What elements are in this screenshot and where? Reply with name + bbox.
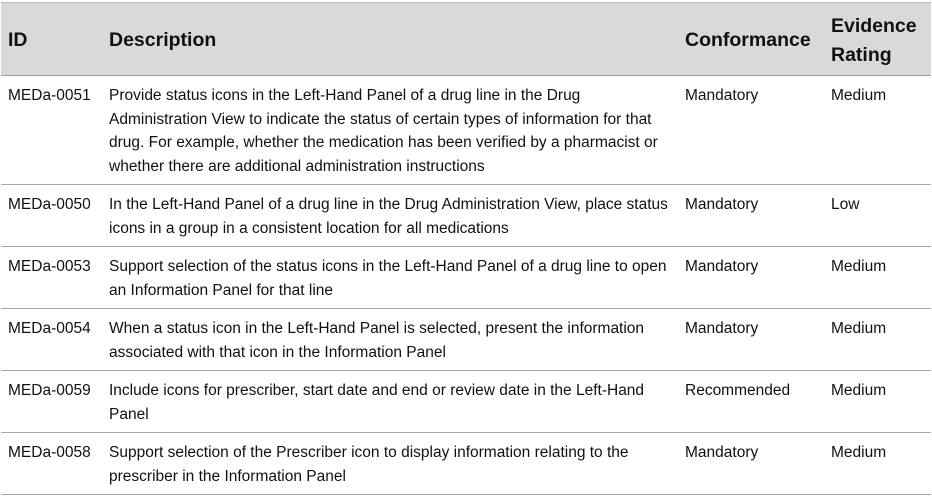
cell-id: MEDa-0054 [1, 309, 101, 371]
table-header [1, 3, 931, 76]
header-evidence-rating-line2: Rating [831, 44, 892, 66]
cell-evidence-rating: Low [823, 185, 931, 247]
cell-id: MEDa-0053 [1, 247, 101, 309]
requirements-table [1, 2, 931, 495]
table-row [1, 247, 931, 309]
cell-evidence-rating: Medium [823, 433, 931, 495]
cell-description: Provide status icons in the Left-Hand Panel of a drug line in the Drug Administration View to indicate the status of certain types of information for that drug. For example, whether the medication has been verified by a pharmacist or whether there are additional administration instructions [101, 76, 677, 185]
cell-id: MEDa-0059 [1, 371, 101, 433]
cell-evidence-rating: Medium [823, 76, 931, 185]
header-row [1, 3, 931, 76]
table-body [1, 76, 931, 495]
table-row [1, 76, 931, 185]
cell-conformance: Mandatory [677, 76, 823, 185]
cell-description: When a status icon in the Left-Hand Panel is selected, present the information associated with that icon in the Information Panel [101, 309, 677, 371]
cell-description: Support selection of the status icons in the Left-Hand Panel of a drug line to open an Information Panel for that line [101, 247, 677, 309]
header-evidence-rating-line1: Evidence [831, 15, 917, 37]
header-description: Description [101, 3, 677, 76]
header-evidence-rating [823, 3, 931, 76]
cell-conformance: Mandatory [677, 433, 823, 495]
cell-evidence-rating: Medium [823, 247, 931, 309]
cell-id: MEDa-0058 [1, 433, 101, 495]
cell-description: In the Left-Hand Panel of a drug line in the Drug Administration View, place status icons in a group in a consistent location for all medications [101, 185, 677, 247]
table-row [1, 433, 931, 495]
cell-conformance: Mandatory [677, 185, 823, 247]
header-id: ID [1, 3, 101, 76]
cell-evidence-rating: Medium [823, 309, 931, 371]
cell-conformance: Recommended [677, 371, 823, 433]
table-row [1, 185, 931, 247]
cell-id: MEDa-0050 [1, 185, 101, 247]
table-row [1, 309, 931, 371]
cell-conformance: Mandatory [677, 309, 823, 371]
cell-description: Include icons for prescriber, start date and end or review date in the Left-Hand Panel [101, 371, 677, 433]
cell-description: Support selection of the Prescriber icon to display information relating to the prescriber in the Information Panel [101, 433, 677, 495]
table-row [1, 371, 931, 433]
header-conformance: Conformance [677, 3, 823, 76]
cell-evidence-rating: Medium [823, 371, 931, 433]
cell-conformance: Mandatory [677, 247, 823, 309]
cell-id: MEDa-0051 [1, 76, 101, 185]
